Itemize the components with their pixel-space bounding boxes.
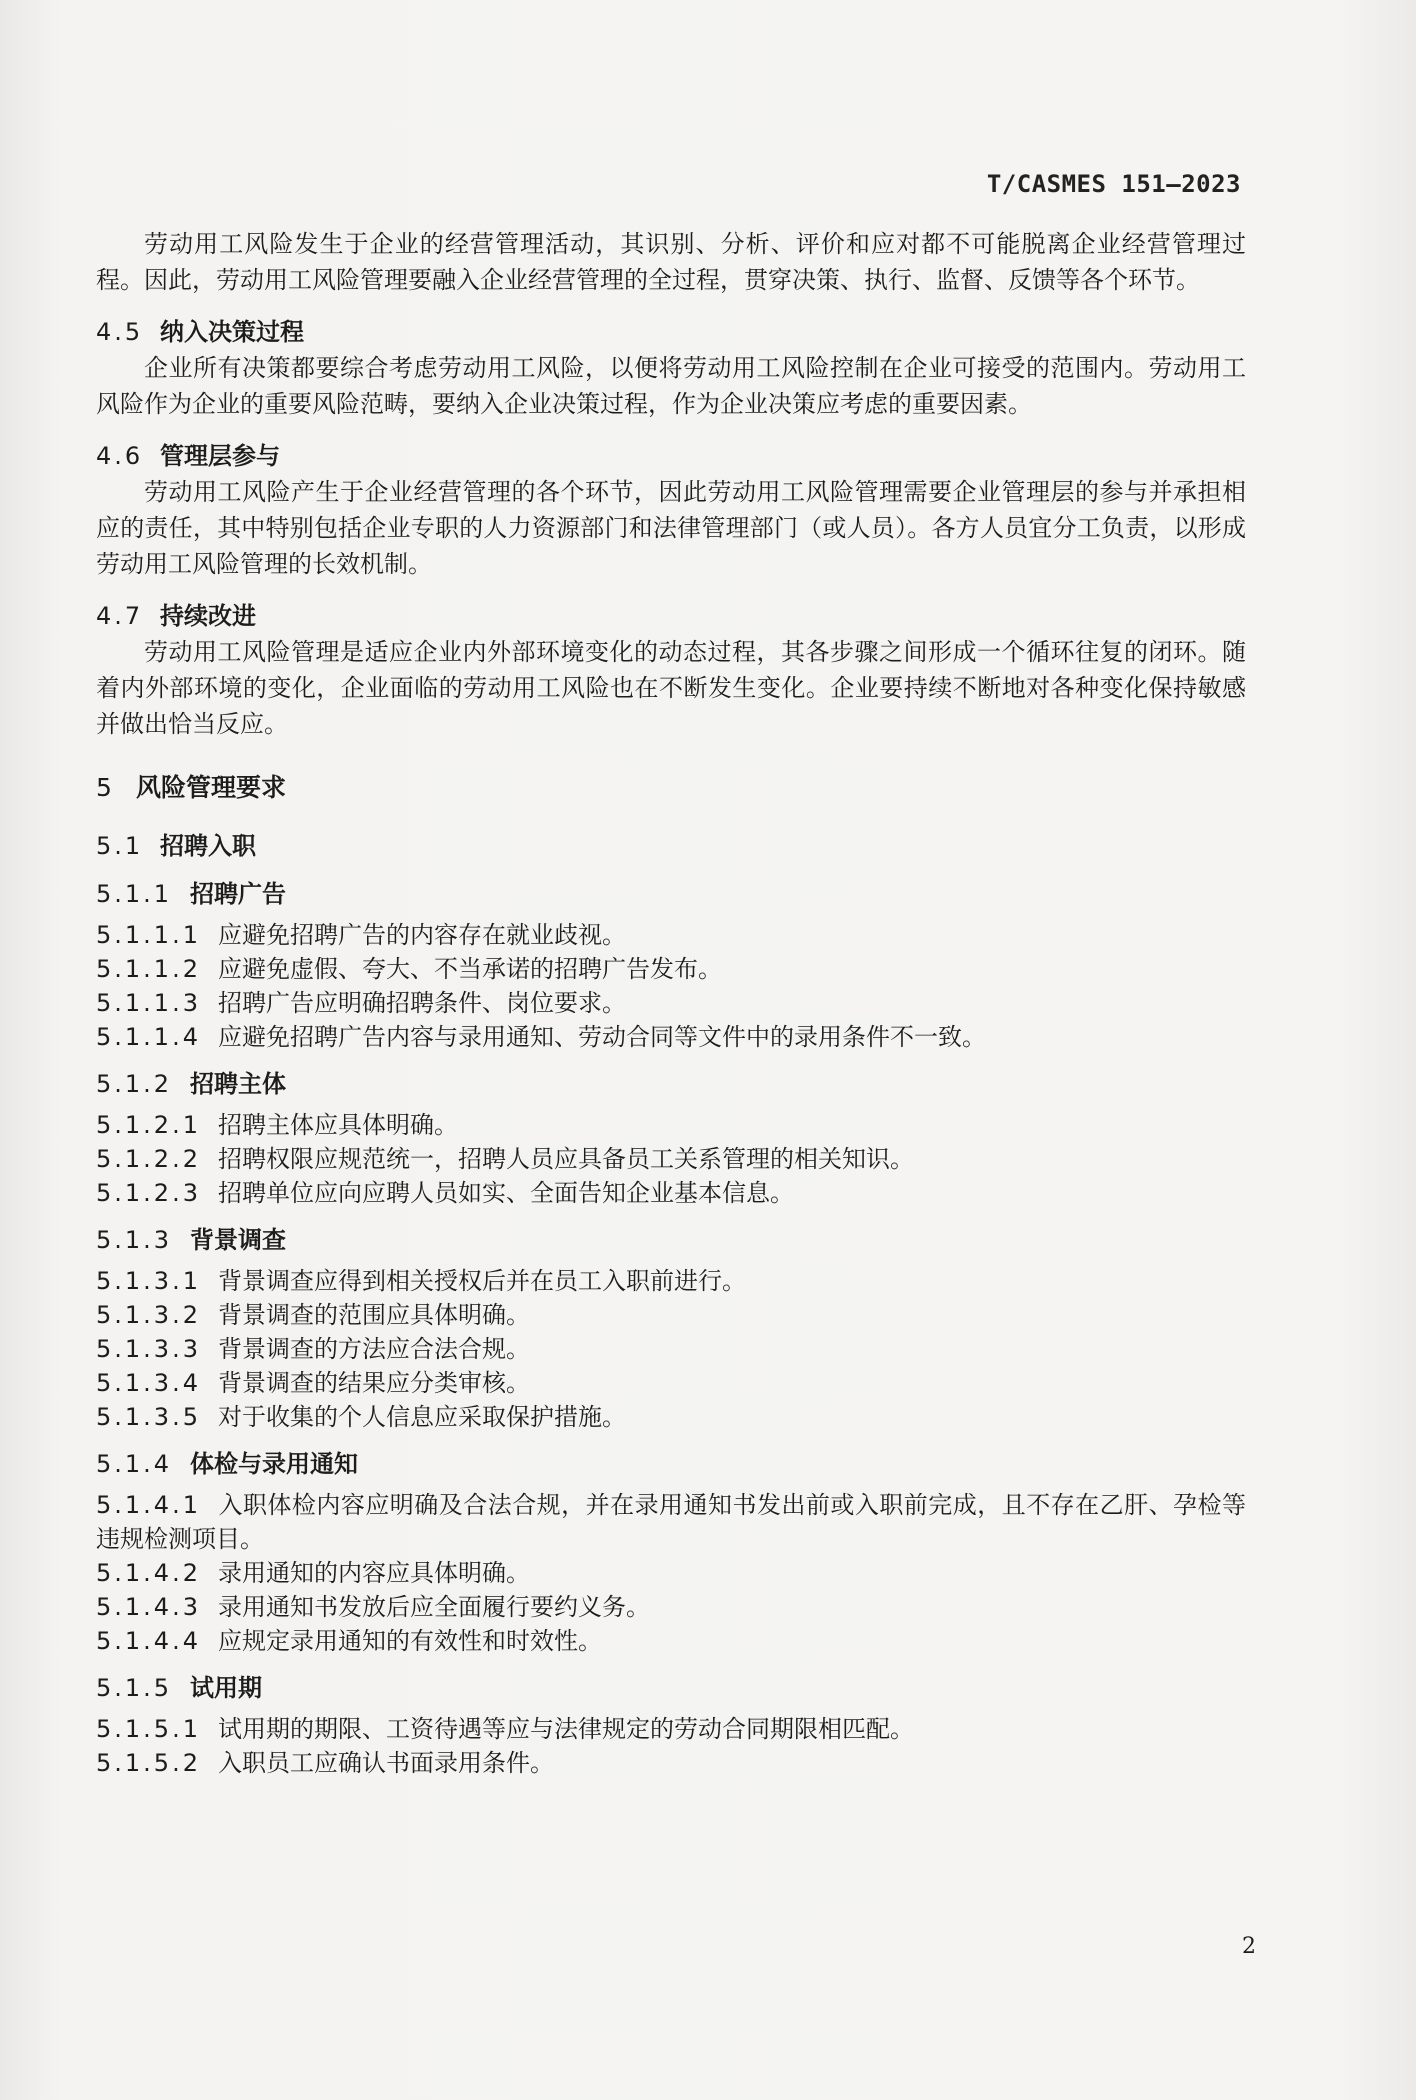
section-number: 4.5 — [96, 318, 144, 346]
clause-list-5-1-2 — [96, 1108, 1246, 1210]
subsection-number: 5.1.2 — [96, 1070, 173, 1098]
clause-text: 背景调查的结果应分类审核。 — [218, 1369, 530, 1397]
clause-item — [96, 1366, 1246, 1400]
clause-number: 5.1.1.1 — [96, 921, 201, 949]
clause-list-5-1-3 — [96, 1264, 1246, 1434]
clause-text: 应避免虚假、夸大、不当承诺的招聘广告发布。 — [218, 955, 722, 983]
clause-item — [96, 1556, 1246, 1590]
clause-text: 背景调查应得到相关授权后并在员工入职前进行。 — [218, 1267, 746, 1295]
clause-text: 应规定录用通知的有效性和时效性。 — [218, 1627, 602, 1655]
clause-number: 5.1.1.2 — [96, 955, 201, 983]
clause-item — [96, 986, 1246, 1020]
subsection-number: 5.1.1 — [96, 880, 173, 908]
clause-number: 5.1.3.4 — [96, 1369, 201, 1397]
clause-text: 对于收集的个人信息应采取保护措施。 — [218, 1403, 626, 1431]
clause-number: 5.1.5.1 — [96, 1715, 201, 1743]
clause-text: 应避免招聘广告的内容存在就业歧视。 — [218, 921, 626, 949]
clause-number: 5.1.3.2 — [96, 1301, 201, 1329]
clause-item — [96, 1746, 1246, 1780]
clause-number: 5.1.4.1 — [96, 1491, 201, 1519]
clause-item — [96, 1142, 1246, 1176]
clause-number: 5.1.5.2 — [96, 1749, 201, 1777]
section-title: 管理层参与 — [160, 441, 280, 470]
section-heading-5-1 — [96, 828, 1246, 864]
subsection-title: 招聘广告 — [190, 879, 286, 908]
clause-number: 5.1.3.5 — [96, 1403, 201, 1431]
page-number: 2 — [1242, 1934, 1256, 1959]
section-heading-4-7 — [96, 598, 1246, 634]
clause-number: 5.1.2.3 — [96, 1179, 201, 1207]
clause-number: 5.1.4.4 — [96, 1627, 201, 1655]
clause-number: 5.1.3.1 — [96, 1267, 201, 1295]
clause-text: 招聘广告应明确招聘条件、岗位要求。 — [218, 989, 626, 1017]
clause-text: 入职体检内容应明确及合法合规，并在录用通知书发出前或入职前完成，且不存在乙肝、孕检等违规检测项目。 — [96, 1491, 1246, 1553]
clause-text: 录用通知书发放后应全面履行要约义务。 — [218, 1593, 650, 1621]
clause-number: 5.1.2.1 — [96, 1111, 201, 1139]
section-title: 持续改进 — [160, 601, 256, 630]
clause-text: 录用通知的内容应具体明确。 — [218, 1559, 530, 1587]
clause-item — [96, 1332, 1246, 1366]
clause-text: 试用期的期限、工资待遇等应与法律规定的劳动合同期限相匹配。 — [218, 1715, 914, 1743]
subsection-number: 5.1.5 — [96, 1674, 173, 1702]
clause-number: 5.1.3.3 — [96, 1335, 201, 1363]
clause-item — [96, 1624, 1246, 1658]
clause-number: 5.1.1.3 — [96, 989, 201, 1017]
clause-list-5-1-4 — [96, 1488, 1246, 1658]
clause-item — [96, 1020, 1246, 1054]
subsection-number: 5.1.4 — [96, 1450, 173, 1478]
clause-item — [96, 1400, 1246, 1434]
clause-number: 5.1.1.4 — [96, 1023, 201, 1051]
subsection-title: 背景调查 — [190, 1225, 286, 1254]
clause-text: 入职员工应确认书面录用条件。 — [218, 1749, 554, 1777]
section-number: 5.1 — [96, 832, 144, 860]
document-id: T/CASMES 151—2023 — [986, 170, 1241, 198]
clause-text: 背景调查的范围应具体明确。 — [218, 1301, 530, 1329]
section-4-7-paragraph: 劳动用工风险管理是适应企业内外部环境变化的动态过程，其各步骤之间形成一个循环往复的闭环。随着内外部环境的变化，企业面临的劳动用工风险也在不断发生变化。企业要持续不断地对各种变化保持敏感并做出恰当反应。 — [96, 638, 1246, 738]
clause-item — [96, 918, 1246, 952]
clause-text: 招聘权限应规范统一，招聘人员应具备员工关系管理的相关知识。 — [218, 1145, 914, 1173]
clause-item — [96, 1590, 1246, 1624]
subsection-heading-5-1-1 — [96, 876, 1246, 912]
page-body — [96, 226, 1246, 1780]
clause-item — [96, 1298, 1246, 1332]
clause-text: 应避免招聘广告内容与录用通知、劳动合同等文件中的录用条件不一致。 — [218, 1023, 986, 1051]
subsection-title: 体检与录用通知 — [190, 1449, 358, 1478]
section-title: 招聘入职 — [160, 831, 256, 860]
subsection-heading-5-1-5 — [96, 1670, 1246, 1706]
chapter-number: 5 — [96, 773, 115, 802]
chapter-heading-5 — [96, 770, 1246, 806]
clause-number: 5.1.2.2 — [96, 1145, 201, 1173]
subsection-title: 试用期 — [190, 1673, 262, 1702]
section-number: 4.7 — [96, 602, 144, 630]
clause-text: 招聘主体应具体明确。 — [218, 1111, 458, 1139]
clause-text: 招聘单位应向应聘人员如实、全面告知企业基本信息。 — [218, 1179, 794, 1207]
subsection-heading-5-1-3 — [96, 1222, 1246, 1258]
section-number: 4.6 — [96, 442, 144, 470]
clause-item — [96, 1264, 1246, 1298]
subsection-heading-5-1-2 — [96, 1066, 1246, 1102]
section-title: 纳入决策过程 — [160, 317, 304, 346]
section-heading-4-6 — [96, 438, 1246, 474]
chapter-title: 风险管理要求 — [136, 773, 287, 802]
clause-item — [96, 1176, 1246, 1210]
clause-item — [96, 1108, 1246, 1142]
clause-list-5-1-5 — [96, 1712, 1246, 1780]
clause-text: 背景调查的方法应合法合规。 — [218, 1335, 530, 1363]
clause-number: 5.1.4.2 — [96, 1559, 201, 1587]
clause-list-5-1-1 — [96, 918, 1246, 1054]
clause-item — [96, 1712, 1246, 1746]
section-4-6-paragraph: 劳动用工风险产生于企业经营管理的各个环节，因此劳动用工风险管理需要企业管理层的参与并承担相应的责任，其中特别包括企业专职的人力资源部门和法律管理部门（或人员）。各方人员宜分工负责，以形成劳动用工风险管理的长效机制。 — [96, 478, 1246, 578]
clause-item — [96, 952, 1246, 986]
clause-number: 5.1.4.3 — [96, 1593, 201, 1621]
section-heading-4-5 — [96, 314, 1246, 350]
subsection-number: 5.1.3 — [96, 1226, 173, 1254]
subsection-title: 招聘主体 — [190, 1069, 286, 1098]
section-4-5-paragraph: 企业所有决策都要综合考虑劳动用工风险，以便将劳动用工风险控制在企业可接受的范围内。劳动用工风险作为企业的重要风险范畴，要纳入企业决策过程，作为企业决策应考虑的重要因素。 — [96, 354, 1246, 418]
intro-paragraph: 劳动用工风险发生于企业的经营管理活动，其识别、分析、评价和应对都不可能脱离企业经营管理过程。因此，劳动用工风险管理要融入企业经营管理的全过程，贯穿决策、执行、监督、反馈等各个环节。 — [96, 230, 1246, 294]
clause-item — [96, 1488, 1246, 1556]
subsection-heading-5-1-4 — [96, 1446, 1246, 1482]
